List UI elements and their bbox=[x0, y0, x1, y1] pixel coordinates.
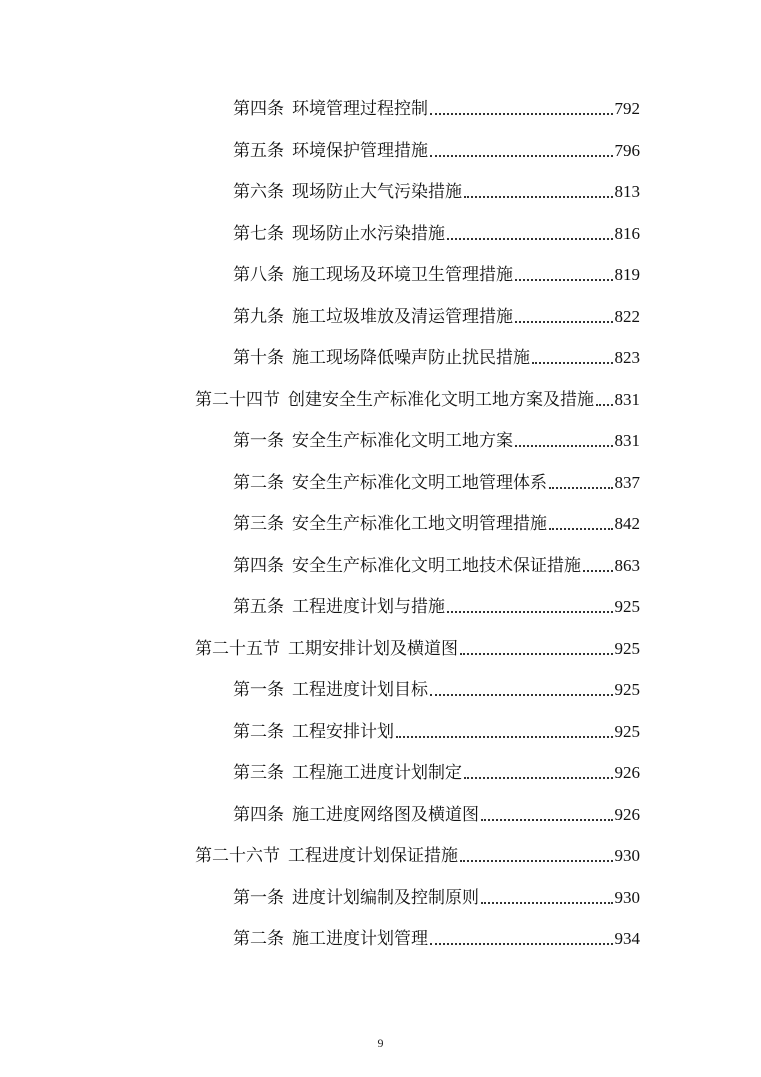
toc-entry-page: 831 bbox=[614, 390, 640, 409]
toc-entry-title: 现场防止水污染措施 bbox=[292, 224, 445, 244]
toc-entry-title: 工程进度计划与措施 bbox=[292, 597, 445, 617]
toc-entry-title: 环境保护管理措施 bbox=[292, 141, 428, 161]
toc-entry-number: 第二十六节 bbox=[195, 846, 280, 866]
toc-entry-page: 930 bbox=[614, 846, 640, 865]
toc-entry bbox=[233, 802, 640, 826]
toc-entry-page: 819 bbox=[614, 265, 640, 284]
toc-entry-title: 施工进度网络图及横道图 bbox=[292, 805, 479, 825]
toc-entry-number: 第九条 bbox=[233, 307, 284, 327]
toc-entry-title: 工程施工进度计划制定 bbox=[292, 763, 462, 783]
dot-leader bbox=[596, 400, 613, 406]
toc-entry-title: 环境管理过程控制 bbox=[292, 99, 428, 119]
toc-entry-page: 863 bbox=[614, 556, 640, 575]
toc-entry-page: 934 bbox=[614, 929, 640, 948]
toc-entry-number: 第三条 bbox=[233, 763, 284, 783]
dot-leader bbox=[430, 151, 613, 157]
toc-entry bbox=[233, 553, 640, 577]
toc-entry-page: 926 bbox=[614, 805, 640, 824]
dot-leader bbox=[460, 649, 613, 655]
toc-entry-number: 第四条 bbox=[233, 99, 284, 119]
dot-leader bbox=[430, 109, 613, 115]
toc-entry-number: 第五条 bbox=[233, 597, 284, 617]
toc-entry bbox=[233, 594, 640, 618]
toc-entry-title: 施工进度计划管理 bbox=[292, 929, 428, 949]
toc-entry-number: 第四条 bbox=[233, 556, 284, 576]
toc-entry-title: 施工现场降低噪声防止扰民措施 bbox=[292, 348, 530, 368]
toc-entry-title: 安全生产标准化工地文明管理措施 bbox=[292, 514, 547, 534]
toc-entry-number: 第一条 bbox=[233, 431, 284, 451]
toc-entry bbox=[233, 760, 640, 784]
toc-entry-page: 831 bbox=[614, 431, 640, 450]
toc-entry-number: 第十条 bbox=[233, 348, 284, 368]
toc-entry-page: 925 bbox=[614, 639, 640, 658]
toc-entry-page: 842 bbox=[614, 514, 640, 533]
toc-entry-title: 施工垃圾堆放及清运管理措施 bbox=[292, 307, 513, 327]
toc-entry-number: 第二条 bbox=[233, 473, 284, 493]
toc-entry-number: 第二条 bbox=[233, 722, 284, 742]
toc-entry-title: 创建安全生产标准化文明工地方案及措施 bbox=[288, 390, 594, 410]
toc-entry-number: 第六条 bbox=[233, 182, 284, 202]
toc-entry-title: 进度计划编制及控制原则 bbox=[292, 888, 479, 908]
toc-entry-page: 930 bbox=[614, 888, 640, 907]
toc-entry-title: 安全生产标准化文明工地技术保证措施 bbox=[292, 556, 581, 576]
dot-leader bbox=[532, 358, 613, 364]
toc-entry bbox=[233, 138, 640, 162]
toc-entry-page: 925 bbox=[614, 722, 640, 741]
toc-entry-title: 工程进度计划目标 bbox=[292, 680, 428, 700]
toc-entry bbox=[233, 179, 640, 203]
dot-leader bbox=[460, 856, 613, 862]
toc-section-entry bbox=[195, 636, 640, 660]
toc-entry-number: 第七条 bbox=[233, 224, 284, 244]
toc-entry bbox=[233, 221, 640, 245]
dot-leader bbox=[583, 566, 613, 572]
toc-entry-page: 813 bbox=[614, 182, 640, 201]
toc-entry bbox=[233, 926, 640, 950]
toc-entry bbox=[233, 677, 640, 701]
toc-entry-page: 926 bbox=[614, 763, 640, 782]
toc-entry-title: 安全生产标准化文明工地方案 bbox=[292, 431, 513, 451]
toc-entry bbox=[233, 345, 640, 369]
toc-entry-title: 现场防止大气污染措施 bbox=[292, 182, 462, 202]
toc-section-entry bbox=[195, 387, 640, 411]
dot-leader bbox=[447, 607, 613, 613]
dot-leader bbox=[549, 524, 613, 530]
toc-section-entry bbox=[195, 843, 640, 867]
dot-leader bbox=[515, 275, 613, 281]
toc-entry-number: 第一条 bbox=[233, 888, 284, 908]
toc-entry-title: 施工现场及环境卫生管理措施 bbox=[292, 265, 513, 285]
page-number: 9 bbox=[377, 1036, 384, 1050]
toc-entry bbox=[233, 719, 640, 743]
toc-entry-number: 第二十五节 bbox=[195, 639, 280, 659]
dot-leader bbox=[430, 939, 613, 945]
dot-leader bbox=[515, 317, 613, 323]
toc-entry-page: 822 bbox=[614, 307, 640, 326]
toc-entry-page: 925 bbox=[614, 597, 640, 616]
toc-entry-title: 工期安排计划及横道图 bbox=[288, 639, 458, 659]
dot-leader bbox=[464, 773, 613, 779]
toc-entry-page: 837 bbox=[614, 473, 640, 492]
toc-entry-number: 第二十四节 bbox=[195, 390, 280, 410]
toc-entry-page: 792 bbox=[614, 99, 640, 118]
toc-entry-title: 安全生产标准化文明工地管理体系 bbox=[292, 473, 547, 493]
toc-entry-number: 第三条 bbox=[233, 514, 284, 534]
toc-entry-number: 第八条 bbox=[233, 265, 284, 285]
toc-entry bbox=[233, 885, 640, 909]
toc-entry-number: 第二条 bbox=[233, 929, 284, 949]
toc-entry-number: 第五条 bbox=[233, 141, 284, 161]
dot-leader bbox=[396, 732, 613, 738]
dot-leader bbox=[447, 234, 613, 240]
dot-leader bbox=[464, 192, 613, 198]
toc-entry bbox=[233, 262, 640, 286]
dot-leader bbox=[515, 441, 613, 447]
toc-entry bbox=[233, 470, 640, 494]
toc-entry-number: 第一条 bbox=[233, 680, 284, 700]
toc-entry bbox=[233, 428, 640, 452]
toc-entry bbox=[233, 304, 640, 328]
toc-entry-page: 925 bbox=[614, 680, 640, 699]
toc-entry-number: 第四条 bbox=[233, 805, 284, 825]
toc-entry-page: 816 bbox=[614, 224, 640, 243]
dot-leader bbox=[481, 815, 613, 821]
toc-entry bbox=[233, 511, 640, 535]
dot-leader bbox=[549, 483, 613, 489]
toc-entry-title: 工程安排计划 bbox=[292, 722, 394, 742]
toc-entry-page: 823 bbox=[614, 348, 640, 367]
toc-entry bbox=[233, 96, 640, 120]
dot-leader bbox=[430, 690, 613, 696]
dot-leader bbox=[481, 898, 613, 904]
toc-entry-page: 796 bbox=[614, 141, 640, 160]
toc-entry-title: 工程进度计划保证措施 bbox=[288, 846, 458, 866]
